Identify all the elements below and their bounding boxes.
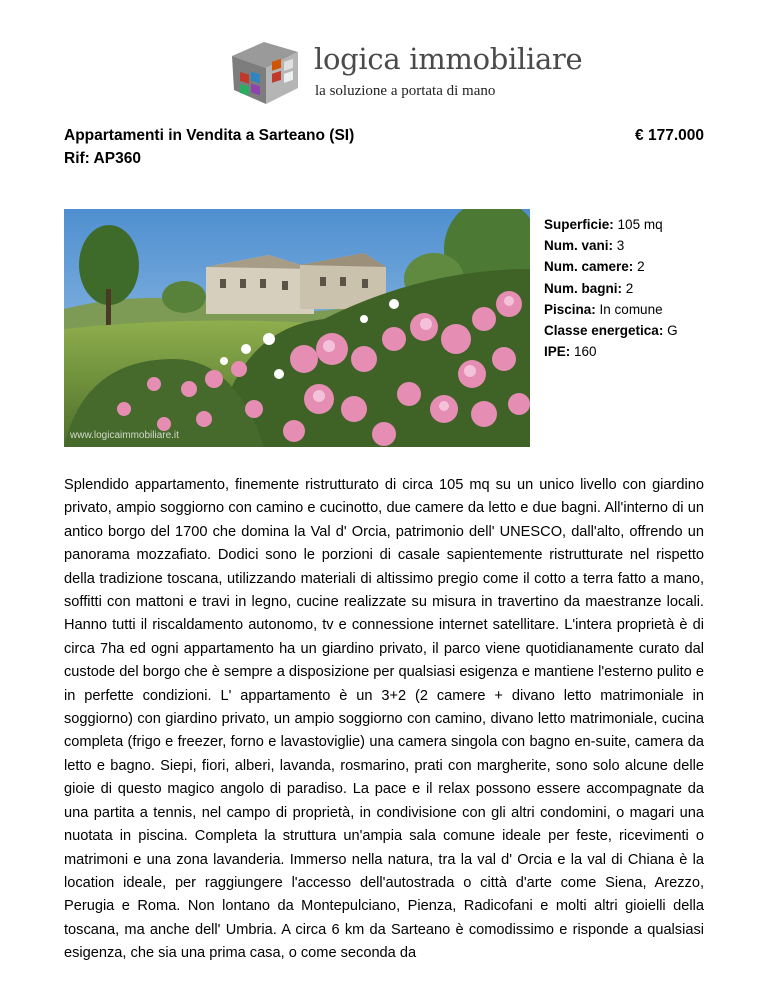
spec-classe-energetica — [544, 320, 678, 341]
spec-value: 160 — [574, 344, 597, 360]
photo-watermark: www.logicaimmobiliare.it — [70, 430, 179, 441]
spec-label: Piscina: — [544, 301, 596, 317]
spec-num-camere — [544, 256, 678, 277]
spec-superficie — [544, 214, 678, 235]
spec-value: G — [667, 323, 678, 339]
spec-label: IPE: — [544, 344, 571, 360]
spec-piscina — [544, 299, 678, 320]
spec-label: Num. bagni: — [544, 280, 622, 296]
property-specs — [544, 214, 678, 362]
property-photo — [64, 209, 530, 447]
spec-label: Superficie: — [544, 217, 614, 232]
listing-ref: Rif: AP360 — [64, 150, 141, 167]
spec-value: 3 — [616, 238, 625, 254]
spec-value: In comune — [599, 301, 663, 317]
spec-label: Num. camere: — [544, 259, 634, 275]
cube-logo-icon — [222, 38, 306, 106]
spec-num-vani — [544, 235, 678, 256]
listing-description: Splendido appartamento, finemente ristrutturato di circa 105 mq su un unico livello con giardino privato, ampio soggiorno con camino e cucinotto, due camere da letto e due bagni. All'interno di un antico borgo del 1700 che domina la Val d' Orcia, patrimonio dell' UNESCO, dall'alto, offrendo un panorama mozzafiato. Dodici sono le porzioni di casale sapientemente ristrutturate nel rispetto della tradizione toscana, utilizzando materiali di altissimo pregio come il cotto a terra fatto a mano, soffitti con mattoni e travi in legno, cucine realizzate su misura in travertino da maestranze locali. Hanno tutti il riscaldamento autonomo, tv e connessione internet satellitare. L'intera proprietà è di circa 7ha ed ogni appartamento ha un giardino privato, il parco viene quotidianamente curato dal custode del borgo che è sempre a disposizione per qualsiasi esigenza e mantiene l'esterno pulito e in perfette condizioni. L' appartamento è un 3+2 (2 camere + divano letto matrimoniale in soggiorno) con giardino privato, un ampio soggiorno con camino, divano letto matrimoniale, cucina completa (frigo e freezer, forno e lavastoviglie) una camera singola con bagno en-suite, camera da letto e bagno. Siepi, fiori, alberi, lavanda, rosmarino, prati con margherite, sono solo alcune delle gioie di questo magico angolo di paradiso. La pace e il relax possono essere accompagnate da una partita a tennis, nel campo di proprietà, in condivisione con gli altri condomini, o magari una nuotata in piscina. Completa la struttura un'ampia sala comune ideale per feste, ricevimenti o matrimoni e una zona lavanderia. Immerso nella natura, tra la val d' Orcia e la val di Chiana è la location ideale, per raggiungere l'accesso dell'autostrada o città d'arte come Siena, Arezzo, Perugia e Roma. Non lontano da Montepulciano, Pienza, Radicofani e molti altri gioielli della toscana, ma anche dell' Umbria. A circa 6 km da Sarteano è comodissimo e risponde a qualsiasi esigenza, che sia una prima casa, o come seconda da — [64, 477, 704, 962]
listing-price: € 177.000 — [635, 127, 704, 144]
spec-value: 2 — [637, 259, 645, 275]
property-photo-image — [64, 209, 530, 447]
brand-logo[interactable] — [222, 38, 583, 108]
listing-title: Appartamenti in Vendita a Sarteano (SI) — [64, 127, 355, 144]
spec-value: 105 mq — [617, 217, 663, 232]
spec-label: Num. vani: — [544, 238, 614, 254]
brand-name: logica immobiliare — [314, 42, 583, 76]
listing-heading — [64, 124, 704, 170]
spec-num-bagni — [544, 278, 678, 299]
spec-value: 2 — [625, 280, 634, 296]
spec-label: Classe energetica: — [544, 323, 664, 339]
brand-tagline: la soluzione a portata di mano — [315, 83, 496, 99]
spec-ipe — [544, 341, 678, 362]
